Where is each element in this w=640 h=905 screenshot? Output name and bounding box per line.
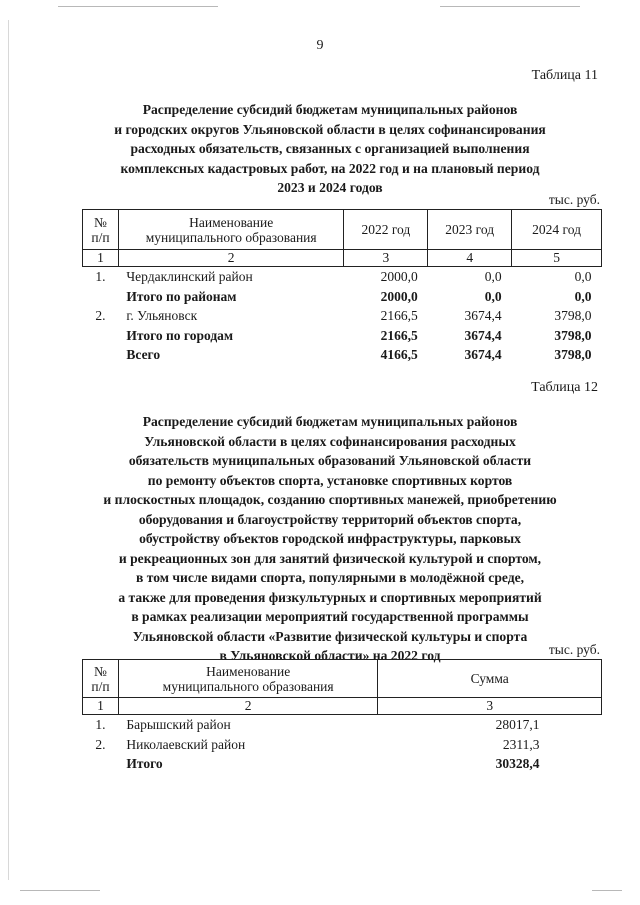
table12-title-line: а также для проведения физкультурных и спортивных мероприятий — [118, 589, 542, 605]
row-2023: 3674,4 — [464, 308, 502, 323]
row-num: 2. — [95, 736, 106, 752]
header-num — [83, 660, 119, 698]
row-name: Чердаклинский район — [126, 269, 253, 284]
header-num-line: п/п — [91, 678, 110, 694]
table12-title-line: Распределение субсидий бюджетам муниципальных районов — [142, 414, 518, 429]
header-2022: 2022 год — [344, 210, 428, 250]
row-2023: 3674,4 — [464, 347, 502, 362]
colnum-cell: 3 — [378, 698, 602, 715]
header-num-line: № — [94, 214, 107, 230]
table-row — [83, 715, 602, 735]
table12-colnum-row — [83, 698, 602, 715]
table11-caption: Таблица 11 — [531, 68, 598, 83]
table12-title-line: оборудования и благоустройству территорий объектов спорта, — [138, 511, 522, 527]
table11-title — [60, 100, 600, 198]
row-name: Итого — [126, 756, 163, 771]
row-2022: 2166,5 — [380, 308, 418, 323]
row-2024: 3798,0 — [554, 347, 592, 362]
table12-title-line: в том числе видами спорта, популярными в молодёжной среде, — [135, 570, 525, 585]
table12-title-line: и рекреационных зон для занятий физической культурой и спортом, — [118, 550, 542, 566]
page-number: 9 — [316, 38, 324, 53]
header-sum: Сумма — [378, 660, 602, 698]
table-row — [83, 287, 602, 307]
row-2024: 3798,0 — [554, 308, 592, 323]
header-name-line: Наименование — [206, 663, 291, 679]
table-row — [83, 345, 602, 365]
table11-title-line: 2023 и 2024 годов — [277, 180, 383, 195]
table11-title-line: комплексных кадастровых работ, на 2022 год и на плановый период — [120, 160, 540, 176]
row-2022: 2000,0 — [380, 288, 418, 304]
header-name — [118, 210, 344, 250]
row-name: Итого по городам — [126, 327, 234, 343]
header-name-line: муниципального образования — [145, 229, 317, 245]
row-2023: 0,0 — [484, 269, 502, 284]
colnum-cell: 5 — [512, 250, 602, 267]
table11-header-row — [83, 210, 602, 250]
row-num — [83, 287, 119, 307]
scan-edge-top-left — [58, 6, 218, 7]
scan-edge-left — [8, 20, 9, 880]
row-name: Итого по районам — [126, 288, 237, 304]
table12-title-line: и плоскостных площадок, созданию спортивных манежей, приобретению — [103, 492, 557, 507]
row-name: Всего — [126, 347, 161, 362]
table-row — [83, 267, 602, 287]
header-num — [83, 210, 119, 250]
scan-edge-bottom-left — [20, 890, 100, 891]
table12 — [82, 659, 602, 774]
row-2024: 0,0 — [574, 269, 592, 284]
colnum-cell: 1 — [83, 250, 119, 267]
colnum-cell: 4 — [428, 250, 512, 267]
row-2023: 3674,4 — [464, 327, 502, 343]
row-name: Николаевский район — [126, 736, 246, 752]
row-name: Барышский район — [126, 717, 231, 732]
header-name-line: муниципального образования — [162, 678, 334, 694]
row-2022: 2166,5 — [380, 327, 418, 343]
header-name — [118, 660, 377, 698]
table12-title-line: обязательств муниципальных образований Ульяновской области — [128, 453, 532, 468]
table12-title-line: Ульяновской области в целях софинансирования расходных — [144, 433, 516, 449]
row-sum: 28017,1 — [495, 717, 540, 732]
table12-caption: Таблица 12 — [531, 380, 598, 395]
row-sum: 30328,4 — [495, 756, 540, 771]
header-num-line: п/п — [91, 229, 110, 245]
colnum-cell: 2 — [118, 698, 377, 715]
row-num: 2. — [95, 308, 106, 323]
table11-title-line: Распределение субсидий бюджетам муниципальных районов — [142, 102, 518, 117]
table-row — [83, 754, 602, 774]
row-num — [83, 754, 119, 774]
colnum-cell: 3 — [344, 250, 428, 267]
row-2022: 2000,0 — [380, 269, 418, 284]
row-num: 1. — [95, 269, 106, 284]
scan-edge-bottom-right — [592, 890, 622, 891]
scan-edge-top-right — [440, 6, 580, 7]
table11-colnum-row — [83, 250, 602, 267]
header-num-line: № — [94, 663, 107, 679]
header-name-line: Наименование — [189, 214, 274, 230]
row-2024: 0,0 — [574, 288, 592, 304]
table12-title-line: по ремонту объектов спорта, установке спортивных кортов — [147, 472, 513, 488]
table12-units: тыс. руб. — [548, 642, 600, 657]
table12-title-line: обустройству объектов городской инфраструктуры, парковых — [139, 531, 521, 546]
table-row — [83, 306, 602, 326]
row-sum: 2311,3 — [502, 736, 540, 752]
row-num — [83, 345, 119, 365]
table12-title — [60, 412, 600, 666]
table11-units: тыс. руб. — [548, 192, 600, 207]
header-2024: 2024 год — [512, 210, 602, 250]
table12-title-line: в рамках реализации мероприятий государственной программы — [131, 609, 529, 624]
table12-title-line: в Ульяновской области» на 2022 год — [219, 648, 441, 663]
table-row — [83, 326, 602, 346]
header-2023: 2023 год — [428, 210, 512, 250]
table11 — [82, 209, 602, 365]
table12-title-line: Ульяновской области «Развитие физической культуры и спорта — [132, 628, 528, 644]
row-2023: 0,0 — [484, 288, 502, 304]
colnum-cell: 1 — [83, 698, 119, 715]
row-2024: 3798,0 — [554, 327, 592, 343]
table-row — [83, 735, 602, 755]
row-2022: 4166,5 — [380, 347, 418, 362]
table12-header-row — [83, 660, 602, 698]
row-num: 1. — [95, 717, 106, 732]
row-num — [83, 326, 119, 346]
row-name: г. Ульяновск — [126, 308, 198, 323]
table11-title-line: и городских округов Ульяновской области в целях софинансирования — [114, 121, 546, 137]
table11-title-line: расходных обязательств, связанных с организацией выполнения — [130, 141, 530, 156]
colnum-cell: 2 — [118, 250, 344, 267]
